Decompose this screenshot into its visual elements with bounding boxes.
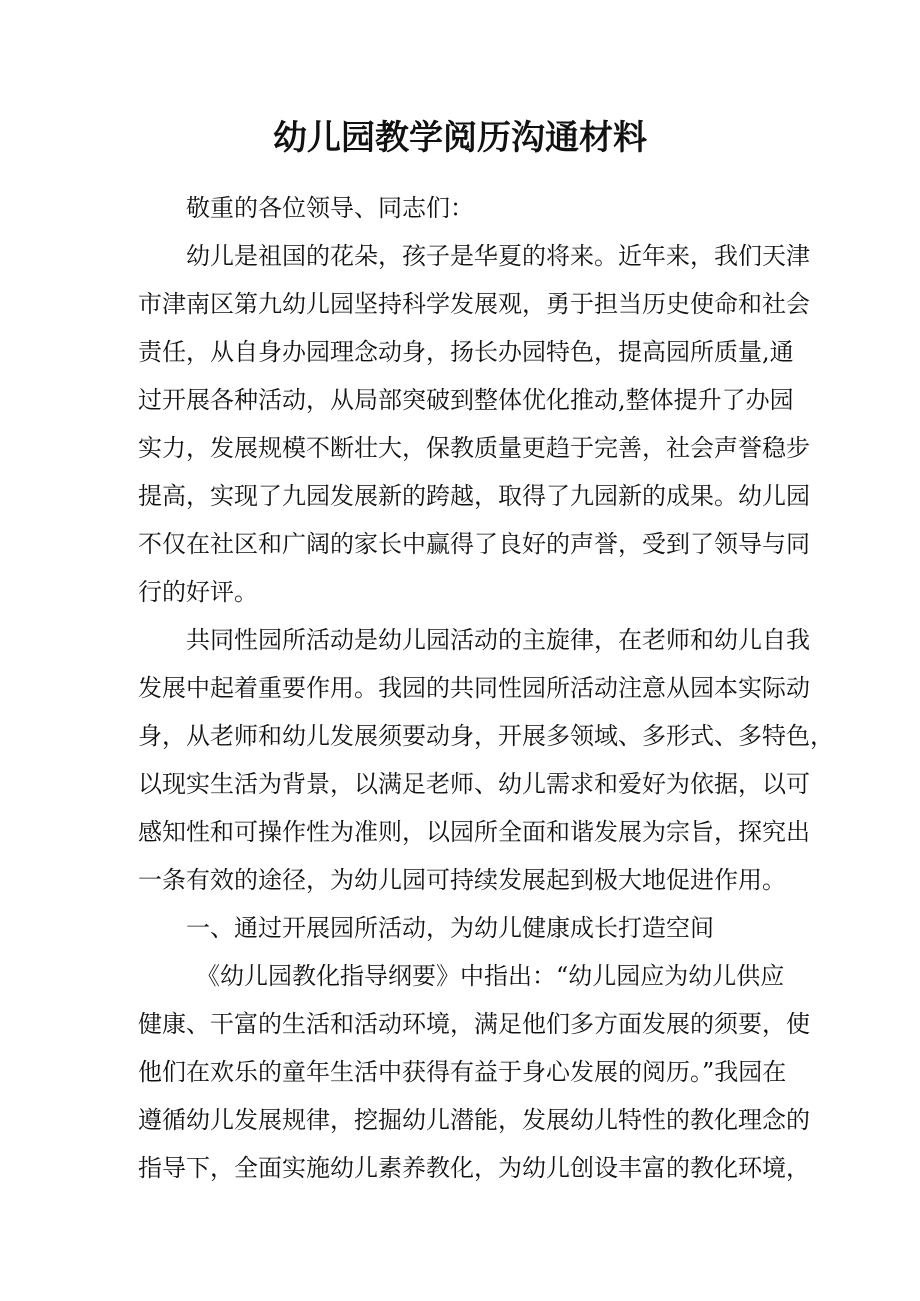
paragraph-line: 行的好评。	[138, 578, 258, 606]
paragraph-line: 责任，从自身办园理念动身，扬长办园特色，提高园所质量,通	[138, 338, 794, 366]
paragraph-line: 实力，发展规模不断壮大，保教质量更趋于完善，社会声誉稳步	[138, 434, 810, 462]
paragraph-line: 共同性园所活动是幼儿园活动的主旋律，在老师和幼儿自我	[186, 626, 810, 654]
section-heading: 一、通过开展园所活动，为幼儿健康成长打造空间	[186, 914, 714, 942]
paragraph-line: 《幼儿园教化指导纲要》中指出：“幼儿园应为幼儿供应	[196, 962, 785, 990]
paragraph-line: 身，从老师和幼儿发展须要动身，开展多领域、多形式、多特色，	[138, 722, 834, 750]
paragraph-line: 遵循幼儿发展规律，挖掘幼儿潜能，发展幼儿特性的教化理念的	[138, 1106, 810, 1134]
paragraph-line: 发展中起着重要作用。我园的共同性园所活动注意从园本实际动	[138, 674, 810, 702]
paragraph-line: 不仅在社区和广阔的家长中赢得了良好的声誉，受到了领导与同	[138, 530, 810, 558]
paragraph-line: 感知性和可操作性为准则，以园所全面和谐发展为宗旨，探究出	[138, 818, 810, 846]
paragraph-line: 健康、干富的生活和活动环境，满足他们多方面发展的须要，使	[138, 1010, 810, 1038]
paragraph-line: 他们在欢乐的童年生活中获得有益于身心发展的阅历。”我园在	[138, 1058, 787, 1086]
paragraph-line: 过开展各种活动，从局部突破到整体优化推动,整体提升了办园	[138, 386, 794, 414]
paragraph-line: 幼儿是祖国的花朵，孩子是华夏的将来。近年来，我们天津	[186, 242, 810, 270]
document-title: 幼儿园教学阅历沟通材料	[273, 118, 647, 158]
paragraph-line: 以现实生活为背景，以满足老师、幼儿需求和爱好为依据，以可	[138, 770, 810, 798]
paragraph-line: 一条有效的途径，为幼儿园可持续发展起到极大地促进作用。	[138, 866, 786, 894]
salutation-line: 敬重的各位领导、同志们：	[186, 194, 474, 222]
paragraph-line: 指导下，全面实施幼儿素养教化，为幼儿创设丰富的教化环境，	[138, 1154, 810, 1182]
paragraph-line: 市津南区第九幼儿园坚持科学发展观，勇于担当历史使命和社会	[138, 290, 810, 318]
paragraph-line: 提高，实现了九园发展新的跨越，取得了九园新的成果。幼儿园	[138, 482, 810, 510]
